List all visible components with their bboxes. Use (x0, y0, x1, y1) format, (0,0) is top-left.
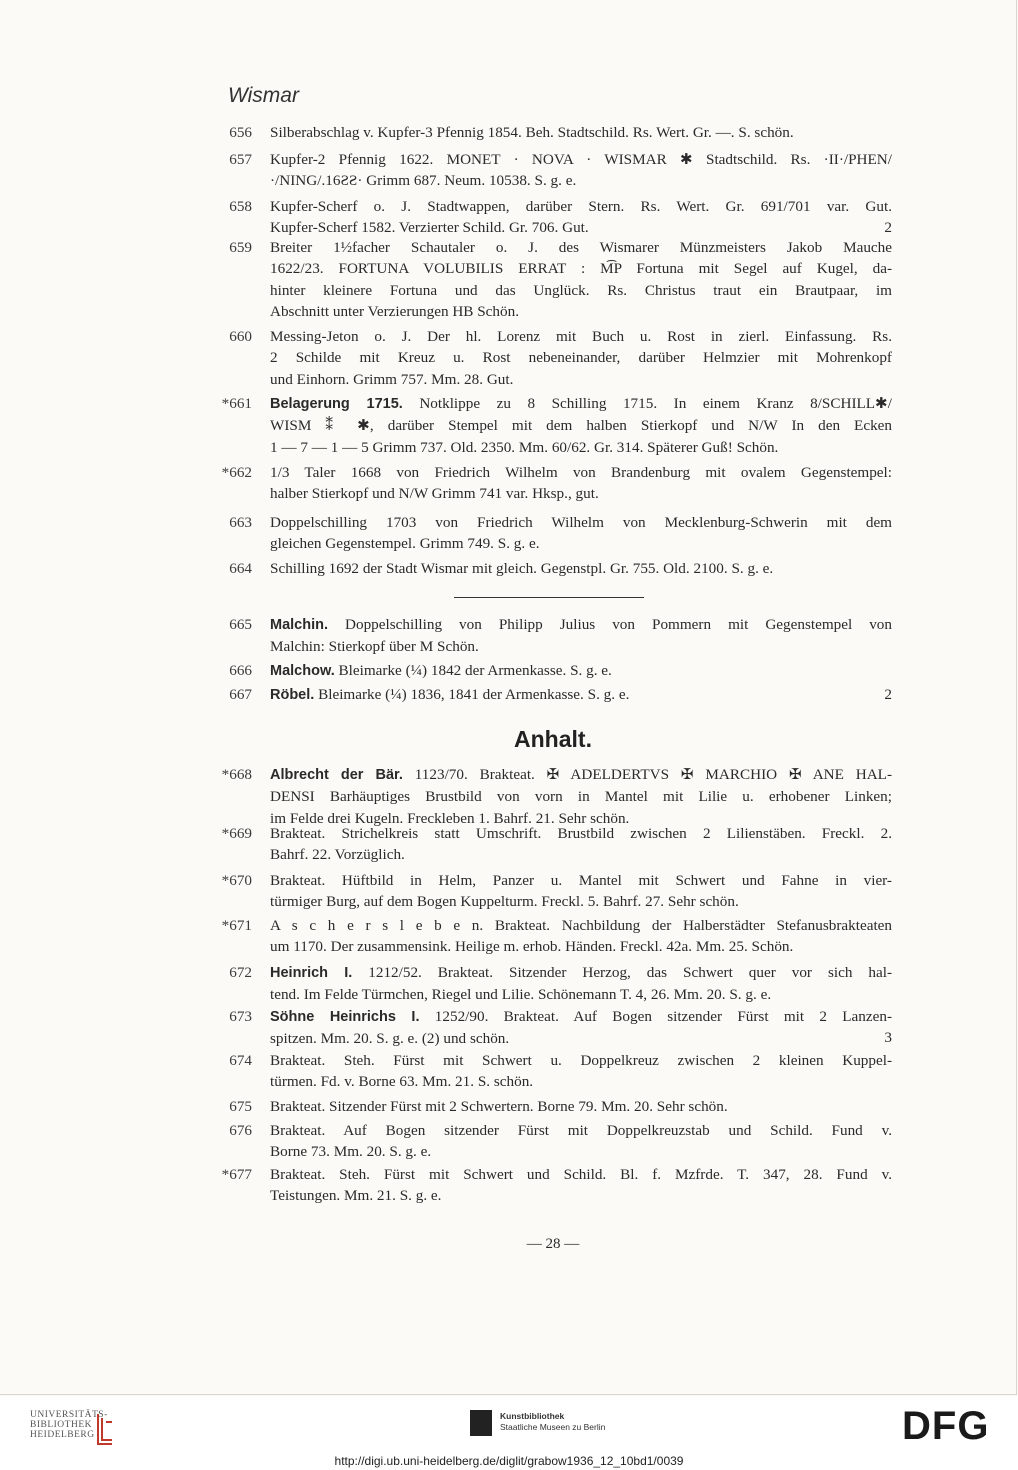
entry-line: A s c h e r s l e b e n. Brakteat. Nachbildung der Halberstädter Stefanusbrakteaten (270, 917, 892, 934)
entry-number: *661 (221, 395, 252, 412)
entry-description (270, 1120, 892, 1163)
entry-description (270, 823, 892, 866)
entry-description (270, 1050, 892, 1093)
entry-line: Borne 73. Mm. 20. S. g. e. (270, 1143, 432, 1161)
entry-line: WISM ⁑ ✱, darüber Stempel mit dem halben Stierkopf und N/W In den Ecken (270, 417, 892, 435)
entry-description (270, 462, 892, 505)
entry-number: *662 (221, 464, 252, 481)
entry-line (270, 684, 892, 706)
section-title: Anhalt. (514, 726, 592, 752)
entry-number: 657 (229, 151, 252, 168)
entry-line: 1 — 7 — 1 — 5 Grimm 737. Old. 2350. Mm. 60/62. Gr. 314. Späterer Guß! Schön. (270, 438, 779, 456)
entry-number: 667 (229, 686, 252, 703)
entry-line: Kupfer-Scherf o. J. Stadtwappen, darüber Stern. Rs. Wert. Gr. 691/701 var. Gut. (270, 198, 892, 215)
kunstbibliothek-logo[interactable] (500, 1411, 605, 1433)
entry-line: spitzen. Mm. 20. S. g. e. (2) und schön. (270, 1030, 510, 1048)
entry-line: Brakteat. Auf Bogen sitzender Fürst mit Doppelkreuzstab und Schild. Fund v. (270, 1122, 892, 1139)
entry-number: *677 (221, 1166, 252, 1183)
entry-line (270, 614, 892, 636)
entry-line: hinter kleinere Fortuna und das Unglück. Rs. Christus traut ein Brautpaar, im (270, 281, 892, 299)
entry-description (270, 1096, 892, 1117)
entry-heading: Röbel. (270, 687, 315, 703)
entry-number: 676 (229, 1122, 252, 1139)
entry-description (270, 614, 892, 658)
entry-heading: Heinrich I. (270, 965, 353, 981)
entry-description (270, 558, 892, 579)
entry-line: Brakteat. Strichelkreis statt Umschrift. Brustbild zwischen 2 Lilienstäben. Freckl. 2. (270, 825, 892, 842)
entry-number: 673 (229, 1008, 252, 1025)
entry-line-text: Notklippe zu 8 Schilling 1715. In einem Kranz 8/SCHILL✱/ (402, 395, 893, 412)
entry-line: Brakteat. Hüftbild in Helm, Panzer u. Mantel mit Schwert und Fahne in vier- (270, 872, 892, 889)
university-logo-line: HEIDELBERG (30, 1430, 95, 1440)
entry-lot-count: 3 (884, 1029, 892, 1047)
entry-line: 2 Schilde mit Kreuz u. Rost nebeneinander, darüber Helmzier mit Mohrenkopf (270, 349, 892, 367)
entry-description (270, 660, 892, 682)
entry-line: um 1170. Der zusammensink. Heilige m. erhob. Händen. Freckl. 42a. Mm. 25. Schön. (270, 938, 794, 956)
entry-line: ·/NING/.16ƧƧ· Grimm 687. Neum. 10538. S. g. e. (270, 172, 577, 190)
entry-line: Bahrf. 22. Vorzüglich. (270, 846, 405, 864)
entry-line-text: 1252/90. Brakteat. Auf Bogen sitzender Fürst mit 2 Lanzen- (419, 1008, 893, 1025)
entry-line (270, 1006, 892, 1028)
entry-description (270, 915, 892, 958)
entry-description (270, 393, 892, 458)
entry-line: Abschnitt unter Verzierungen HB Schön. (270, 303, 519, 321)
entry-number: 656 (229, 124, 252, 141)
entry-number: *670 (221, 872, 252, 889)
entry-number: 666 (229, 662, 252, 679)
entry-description (270, 1164, 892, 1207)
kunstbibliothek-name: Kunstbibliothek (500, 1411, 565, 1421)
entry-line-text: 1123/70. Brakteat. ✠ ADELDERTVS ✠ MARCHIO ✠ ANE HAL- (402, 766, 893, 783)
entry-description (270, 962, 892, 1006)
entry-line-text: Bleimarke (¼) 1836, 1841 der Armenkasse. S. g. e. (314, 686, 630, 703)
page-url-link[interactable]: http://digi.ub.uni-heidelberg.de/diglit/grabow1936_12_10bd1/0039 (334, 1454, 684, 1468)
entry-heading: Malchin. (270, 617, 329, 633)
entry-description (270, 149, 892, 192)
entry-line: Teistungen. Mm. 21. S. g. e. (270, 1187, 442, 1205)
entry-description (270, 326, 892, 390)
entry-line: 1622/23. FORTUNA VOLUBILIS ERRAT : M͡P Fortuna mit Segel auf Kugel, da- (270, 260, 892, 278)
entry-number: 658 (229, 198, 252, 215)
entry-number: 672 (229, 964, 252, 981)
section-divider (454, 597, 644, 598)
entry-line: türmiger Burg, auf dem Bogen Kuppelturm. Freckl. 5. Bahrf. 27. Sehr schön. (270, 893, 739, 911)
entry-line: Silberabschlag v. Kupfer-3 Pfennig 1854. Beh. Stadtschild. Rs. Wert. Gr. —. S. schön. (270, 124, 794, 141)
entry-line: Kupfer-2 Pfennig 1622. MONET · NOVA · WISMAR ✱ Stadtschild. Rs. ·II·/PHEN/ (270, 151, 892, 168)
entry-line: Schilling 1692 der Stadt Wismar mit gleich. Gegenstpl. Gr. 755. Old. 2100. S. g. e. (270, 560, 774, 577)
kunstbibliothek-logo-icon (470, 1410, 492, 1436)
entry-line: Brakteat. Sitzender Fürst mit 2 Schwertern. Borne 79. Mm. 20. Sehr schön. (270, 1098, 728, 1115)
entry-description (270, 1006, 892, 1050)
entry-line (270, 660, 892, 682)
entry-line: Kupfer-Scherf 1582. Verzierter Schild. Gr. 706. Gut. (270, 219, 589, 237)
entry-line: tend. Im Felde Türmchen, Riegel und Lilie. Schönemann T. 4, 26. Mm. 20. S. g. e. (270, 986, 772, 1004)
entry-heading: Albrecht der Bär. (270, 767, 403, 783)
entry-description (270, 870, 892, 913)
entry-heading: Söhne Heinrichs I. (270, 1009, 420, 1025)
entry-line: DENSI Barhäuptiges Brustbild von vorn in Mantel mit Lilie u. erhobener Linken; (270, 788, 892, 806)
entry-line: Malchin: Stierkopf über M Schön. (270, 638, 479, 656)
university-logo-line: BIBLIOTHEK (30, 1420, 92, 1430)
entry-line: türmen. Fd. v. Borne 63. Mm. 21. S. schön. (270, 1073, 534, 1091)
entry-line: Brakteat. Steh. Fürst mit Schwert und Schild. Bl. f. Mzfrde. T. 347, 28. Fund v. (270, 1166, 892, 1183)
entry-number: 665 (229, 616, 252, 633)
entry-line: gleichen Gegenstempel. Grimm 749. S. g. e. (270, 535, 540, 553)
entry-number: *671 (221, 917, 252, 934)
entry-lot-count: 2 (884, 686, 892, 703)
entry-line: Breiter 1½facher Schautaler o. J. des Wismarer Münzmeisters Jakob Mauche (270, 239, 892, 256)
entry-description (270, 196, 892, 239)
entry-heading: Belagerung 1715. (270, 396, 403, 412)
entry-number: 674 (229, 1052, 252, 1069)
entry-description (270, 122, 892, 143)
entry-description (270, 764, 892, 829)
entry-line: 1/3 Taler 1668 von Friedrich Wilhelm von Brandenburg mit ovalem Gegenstempel: (270, 464, 892, 481)
university-emblem-icon (94, 1412, 116, 1446)
kunstbibliothek-subtitle: Staatliche Museen zu Berlin (500, 1422, 606, 1432)
dfg-logo[interactable]: DFG (902, 1404, 990, 1448)
entry-line: und Einhorn. Grimm 757. Mm. 28. Gut. (270, 370, 514, 388)
entry-number: 659 (229, 239, 252, 256)
entry-line-text: Bleimarke (¼) 1842 der Armenkasse. S. g. e. (334, 662, 612, 679)
entry-line: Doppelschilling 1703 von Friedrich Wilhelm von Mecklenburg-Schwerin mit dem (270, 514, 892, 531)
entry-line: im Felde drei Kugeln. Freckleben 1. Bahrf. 21. Sehr schön. (270, 809, 630, 827)
entry-number: *669 (221, 825, 252, 842)
entry-line-text: 1212/52. Brakteat. Sitzender Herzog, das Schwert quer vor sich hal- (352, 964, 892, 981)
entry-line (270, 764, 892, 786)
entry-lot-count: 2 (884, 219, 892, 237)
entry-number: *668 (221, 766, 252, 783)
page-header-title: Wismar (228, 84, 299, 107)
entry-number: 664 (229, 560, 252, 577)
entry-line (270, 393, 892, 415)
page-number: — 28 — (526, 1236, 580, 1252)
entry-heading: Malchow. (270, 663, 335, 679)
entry-line-text: Doppelschilling von Philipp Julius von Pommern mit Gegenstempel von (328, 616, 892, 633)
entry-line: Brakteat. Steh. Fürst mit Schwert u. Doppelkreuz zwischen 2 kleinen Kuppel- (270, 1052, 892, 1069)
entry-number: 663 (229, 514, 252, 531)
entry-number: 675 (229, 1098, 252, 1115)
entry-line: Messing-Jeton o. J. Der hl. Lorenz mit Buch u. Rost in zierl. Einfassung. Rs. (270, 328, 892, 345)
entry-number: 660 (229, 328, 252, 345)
entry-line: halber Stierkopf und N/W Grimm 741 var. Hksp., gut. (270, 485, 599, 503)
university-logo-line: UNIVERSITÄTS- (30, 1410, 108, 1420)
entry-description (270, 684, 892, 706)
entry-line (270, 962, 892, 984)
entry-description (270, 512, 892, 555)
entry-description (270, 237, 892, 323)
